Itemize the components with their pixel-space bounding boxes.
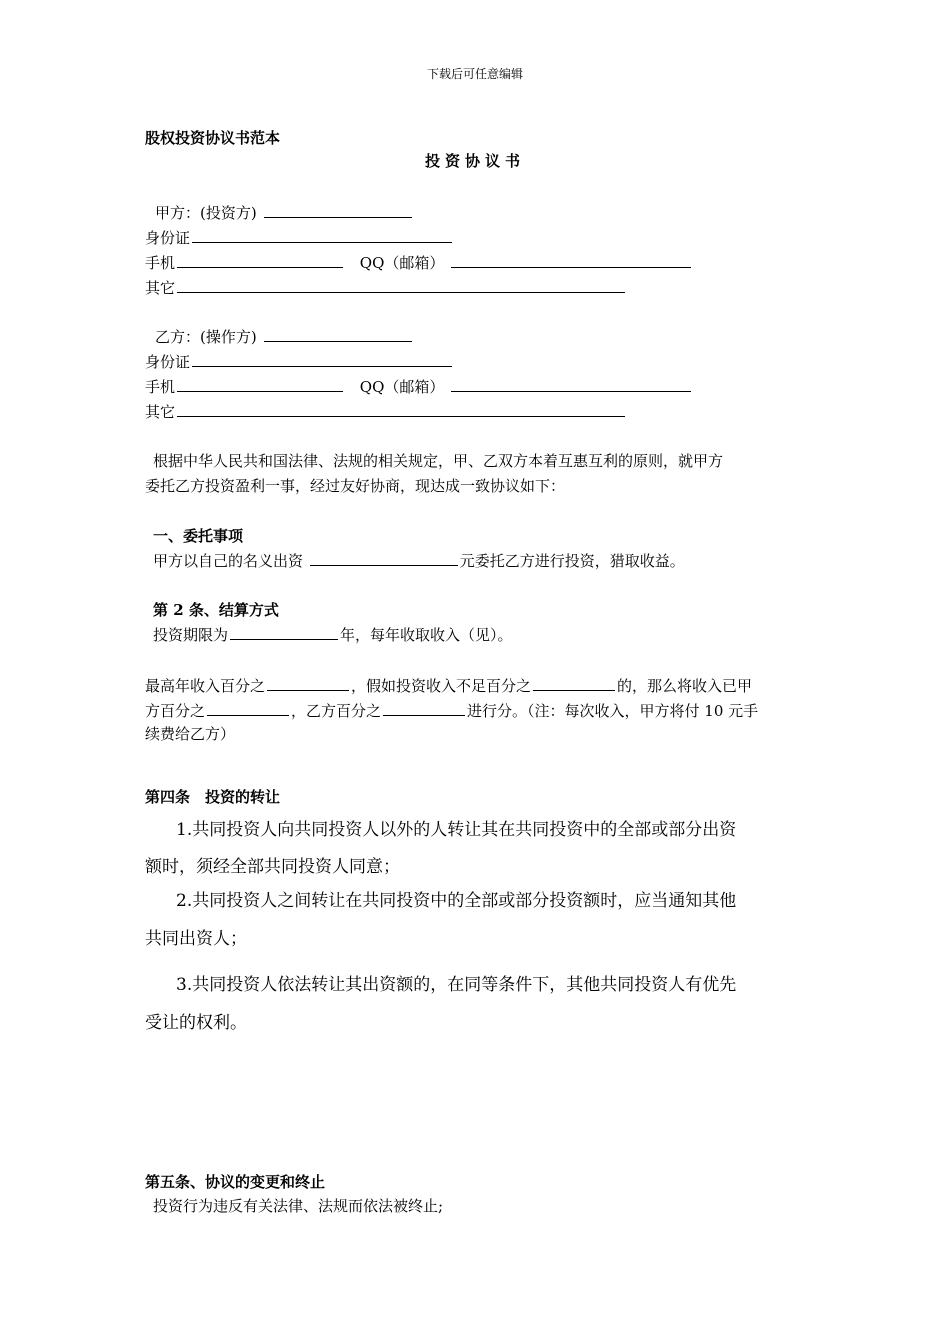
- party-b-other-blank: [177, 401, 625, 417]
- party-b-other-label: 其它: [145, 403, 176, 421]
- party-a-other-blank: [177, 277, 625, 293]
- party-a-percent-blank: [207, 700, 289, 716]
- investment-term-blank: [230, 624, 338, 640]
- party-b-phone-label: 手机: [145, 378, 176, 396]
- section-4-heading: 第四条 投资的转让: [145, 788, 281, 806]
- party-a-name-blank: [264, 202, 412, 218]
- party-a-id-blank: [192, 227, 452, 243]
- party-b-qq-label: QQ（邮箱）: [359, 378, 445, 396]
- party-b-phone-line: [145, 376, 693, 397]
- party-b-other-line: [145, 401, 627, 422]
- income-l1b: ，假如投资收入不足百分之: [351, 677, 532, 695]
- section-4-p2-line-1: 2.共同投资人之间转让在共同投资中的全部或部分投资额时，应当通知其他: [176, 891, 737, 911]
- document-title: 股权投资协议书范本: [145, 129, 281, 147]
- section-1-heading: 一、委托事项: [153, 527, 244, 545]
- party-b-name-blank: [264, 326, 412, 342]
- income-l1c: 的，那么将收入已甲: [617, 677, 753, 695]
- page-header: 下载后可任意编辑: [426, 67, 523, 81]
- section-4-p2-line-2: 共同出资人；: [145, 929, 247, 949]
- section-4-p3-line-2: 受让的权利。: [145, 1013, 247, 1033]
- party-a-qq-label: QQ（邮箱）: [359, 254, 445, 272]
- center-title: 投资协议书: [424, 152, 525, 170]
- income-line-3: 续费给乙方）: [145, 725, 236, 743]
- party-a-id-label: 身份证: [145, 229, 191, 247]
- investment-amount-blank: [310, 550, 458, 566]
- party-a-line: [155, 202, 414, 223]
- party-a-label: 甲方：(投资方): [155, 204, 257, 222]
- min-income-percent-blank: [533, 675, 615, 691]
- section-1-text: [153, 550, 685, 571]
- party-a-qq-blank: [451, 252, 691, 268]
- party-a-other-line: [145, 277, 627, 298]
- section-4-p1-line-1: 1.共同投资人向共同投资人以外的人转让其在共同投资中的全部或部分出资: [176, 820, 737, 840]
- party-b-id-blank: [192, 351, 452, 367]
- party-b-id-line: [145, 351, 454, 372]
- party-a-id-line: [145, 227, 454, 248]
- party-b-percent-blank: [383, 700, 465, 716]
- party-a-other-label: 其它: [145, 279, 176, 297]
- party-a-phone-line: [145, 252, 693, 273]
- income-l2b: ，乙方百分之: [291, 702, 382, 720]
- section-4-p1-line-2: 额时，须经全部共同投资人同意；: [145, 857, 400, 877]
- section-1-text-a: 甲方以自己的名义出资: [153, 552, 304, 570]
- party-b-label: 乙方：(操作方): [155, 328, 257, 346]
- section-5-text: 投资行为违反有关法律、法规而依法被终止;: [153, 1197, 444, 1215]
- party-b-id-label: 身份证: [145, 353, 191, 371]
- income-line-1: [145, 675, 752, 696]
- party-b-phone-blank: [177, 376, 343, 392]
- section-2-text: [153, 624, 513, 645]
- section-2-text-a: 投资期限为: [153, 626, 229, 644]
- income-line-2: [145, 700, 758, 721]
- section-2-heading: 第 2 条、结算方式: [153, 601, 279, 619]
- party-b-qq-blank: [451, 376, 691, 392]
- intro-line-1: 根据中华人民共和国法律、法规的相关规定，甲、乙双方本着互惠互利的原则，就甲方: [153, 452, 724, 470]
- income-l2c: 进行分。（注：每次收入，甲方将付 10 元手: [467, 702, 759, 720]
- section-4-p3-line-1: 3.共同投资人依法转让其出资额的，在同等条件下，其他共同投资人有优先: [176, 975, 737, 995]
- section-2-text-b: 年，每年收取收入（见）。: [340, 626, 513, 644]
- max-income-percent-blank: [267, 675, 349, 691]
- party-a-phone-blank: [177, 252, 343, 268]
- intro-line-2: 委托乙方投资盈利一事，经过友好协商，现达成一致协议如下：: [145, 477, 566, 495]
- section-1-text-b: 元委托乙方进行投资，猎取收益。: [459, 552, 685, 570]
- party-a-phone-label: 手机: [145, 254, 176, 272]
- party-b-line: [155, 326, 414, 347]
- income-l2a: 方百分之: [145, 702, 206, 720]
- income-l1a: 最高年收入百分之: [145, 677, 266, 695]
- section-5-heading: 第五条、协议的变更和终止: [145, 1173, 326, 1191]
